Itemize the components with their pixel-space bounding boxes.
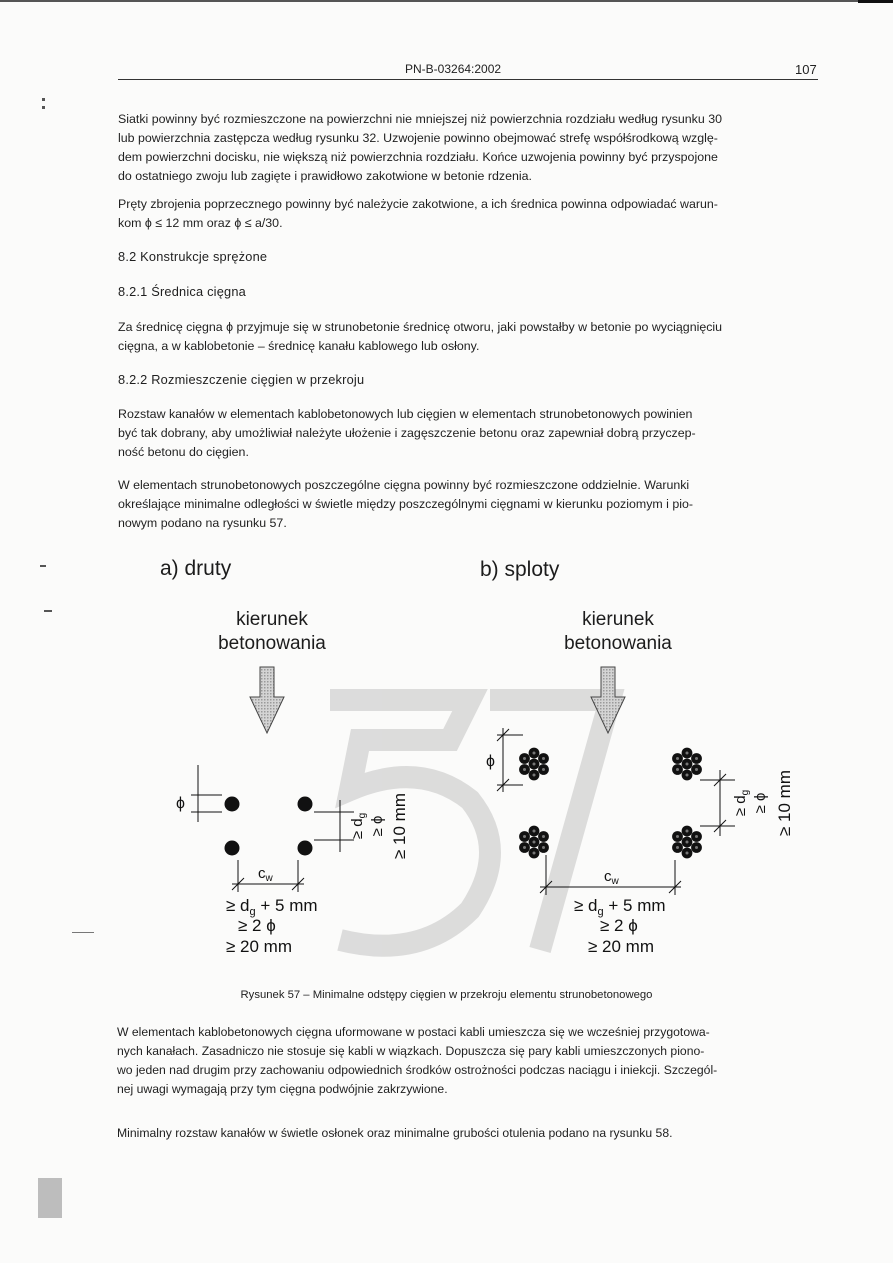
paragraph-transverse-bars [118, 195, 818, 233]
text-line: wo jeden nad drugim przy zachowaniu odpowiednich środków ostrożności podczas naciągu i iniekcji. Szczegól- [117, 1063, 718, 1077]
scan-binding-mark [38, 1178, 62, 1218]
vertical-dimension-b [700, 770, 735, 836]
text-line: Minimalny rozstaw kanałów w świetle osłonek oraz minimalne grubości otulenia podano na rysunku 58. [117, 1126, 673, 1140]
vert-mm-b: ≥ 10 mm [775, 769, 794, 837]
strand [672, 748, 702, 781]
scan-top-edge [0, 0, 893, 2]
cond-mm-b: ≥ 20 mm [588, 937, 655, 956]
text-line: Za średnicę cięgna ϕ przyjmuje się w strunobetonie średnicę otworu, jaki powstałby w betonie po wyciągnięciu [118, 320, 723, 334]
vert-phi-b: ≥ ϕ [752, 792, 769, 814]
paragraph-duct-spacing [118, 405, 818, 462]
text-line: do ostatniego zwoju lub zagięte i prawidłowo zakotwione w betonie rdzenia. [118, 169, 532, 183]
text-line: dem powierzchni docisku, nie większą niż powierzchnia rozdziału. Końce uzwojenia powinny być przyspojone [118, 150, 718, 164]
wire [225, 841, 240, 856]
heading-8-2: 8.2 Konstrukcje sprężone [118, 249, 268, 264]
cond-mm-a: ≥ 20 mm [226, 937, 293, 956]
cw-label-a: $c_w$ [258, 865, 273, 884]
phi-label-b: ϕ [486, 753, 495, 770]
vert-phi-a: ≥ ϕ [369, 815, 386, 837]
vert-dg-a: ≥ $d_g$ [349, 812, 368, 840]
page-number: 107 [795, 62, 817, 77]
header-rule [118, 79, 818, 80]
text-line: lub powierzchnia zastępcza według rysunku 32. Uzwojenie powinno obejmować strefę współśrodkową wzglę- [118, 131, 718, 145]
direction-a-line2: betonowania [218, 633, 326, 654]
text-line: nej uwagi wymagają przy tym cięgna podwójnie zakrzywione. [117, 1082, 448, 1096]
text-line: ność betonu do cięgien. [118, 445, 249, 459]
scan-speck [42, 98, 45, 101]
text-line: W elementach strunobetonowych poszczególne cięgna powinny być rozmieszczone oddzielnie. Warunki [118, 478, 690, 492]
wire [298, 797, 313, 812]
cond-dg-a: ≥ $d_g + 5$ mm [226, 896, 318, 918]
label-b-strands: b) sploty [480, 558, 560, 581]
strand [519, 826, 549, 859]
direction-b-line1: kierunek [582, 609, 654, 630]
text-line: nowym podano na rysunku 57. [118, 516, 287, 530]
text-line: określające minimalne odległości w świetle między poszczególnymi cięgnami w kierunku poziomym i pio- [118, 497, 694, 511]
heading-8-2-2: 8.2.2 Rozmieszczenie cięgien w przekroju [118, 372, 365, 387]
wire [298, 841, 313, 856]
cond-phi-a: ≥ 2 ϕ [238, 916, 276, 935]
text-line: kom ϕ ≤ 12 mm oraz ϕ ≤ a/30. [118, 216, 283, 230]
text-line: cięgna, a w kablobetonie – średnicę kanału kablowego lub osłony. [118, 339, 480, 353]
phi-dimension-a [191, 765, 222, 822]
text-line: Pręty zbrojenia poprzecznego powinny być należycie zakotwione, a ich średnica powinna odpowiadać warun- [118, 197, 718, 211]
vert-mm-a: ≥ 10 mm [390, 792, 409, 860]
wire [225, 797, 240, 812]
strand [672, 826, 702, 859]
scan-speck [40, 565, 46, 567]
direction-b-line2: betonowania [564, 633, 672, 654]
cw-label-b: $c_w$ [604, 868, 619, 887]
paragraph-tendon-diameter [118, 318, 818, 356]
text-line: nych kanałach. Zasadniczo nie stosuje się kabli w wiązkach. Dopuszcza się pary kabli umieszczonych piono- [117, 1044, 705, 1058]
cond-phi-b: ≥ 2 ϕ [600, 916, 638, 935]
paragraph-tendon-layout [118, 476, 818, 533]
cond-dg-b: ≥ $d_g + 5$ mm [574, 896, 666, 918]
standard-code: PN-B-03264:2002 [405, 62, 502, 76]
figure-57 [0, 540, 893, 980]
phi-dimension-b [497, 728, 523, 792]
paragraph-mesh [118, 110, 818, 186]
figure-caption: Rysunek 57 – Minimalne odstępy cięgien w przekroju elementu strunobetonowego [240, 989, 653, 1001]
vertical-dimension-a [314, 800, 354, 852]
direction-a-line1: kierunek [236, 609, 308, 630]
scan-corner-mark [858, 0, 893, 3]
strand [519, 748, 549, 781]
text-line: Rozstaw kanałów w elementach kablobetonowych lub cięgien w elementach strunobetonowych powinien [118, 407, 693, 421]
text-line: W elementach kablobetonowych cięgna uformowane w postaci kabli umieszcza się we wcześniej przygotowa- [117, 1025, 710, 1039]
text-line: Siatki powinny być rozmieszczone na powierzchni nie mniejszej niż powierzchnia rozdziału według rysunku 30 [118, 112, 722, 126]
down-arrow-icon [250, 667, 284, 733]
paragraph-cables [117, 1023, 817, 1099]
phi-label-a: ϕ [176, 795, 185, 812]
vert-dg-b: ≥ $d_g$ [732, 789, 751, 817]
text-line: być tak dobrany, aby umożliwiał należyte ułożenie i zagęszczenie betonu oraz zapewniał dobrą przyczep- [118, 426, 696, 440]
scan-speck [42, 106, 45, 109]
label-a-wires: a) druty [160, 557, 232, 580]
paragraph-min-spacing [117, 1124, 817, 1143]
scan-speck [72, 932, 94, 933]
scan-speck [44, 610, 52, 612]
heading-8-2-1: 8.2.1 Średnica cięgna [118, 284, 246, 299]
